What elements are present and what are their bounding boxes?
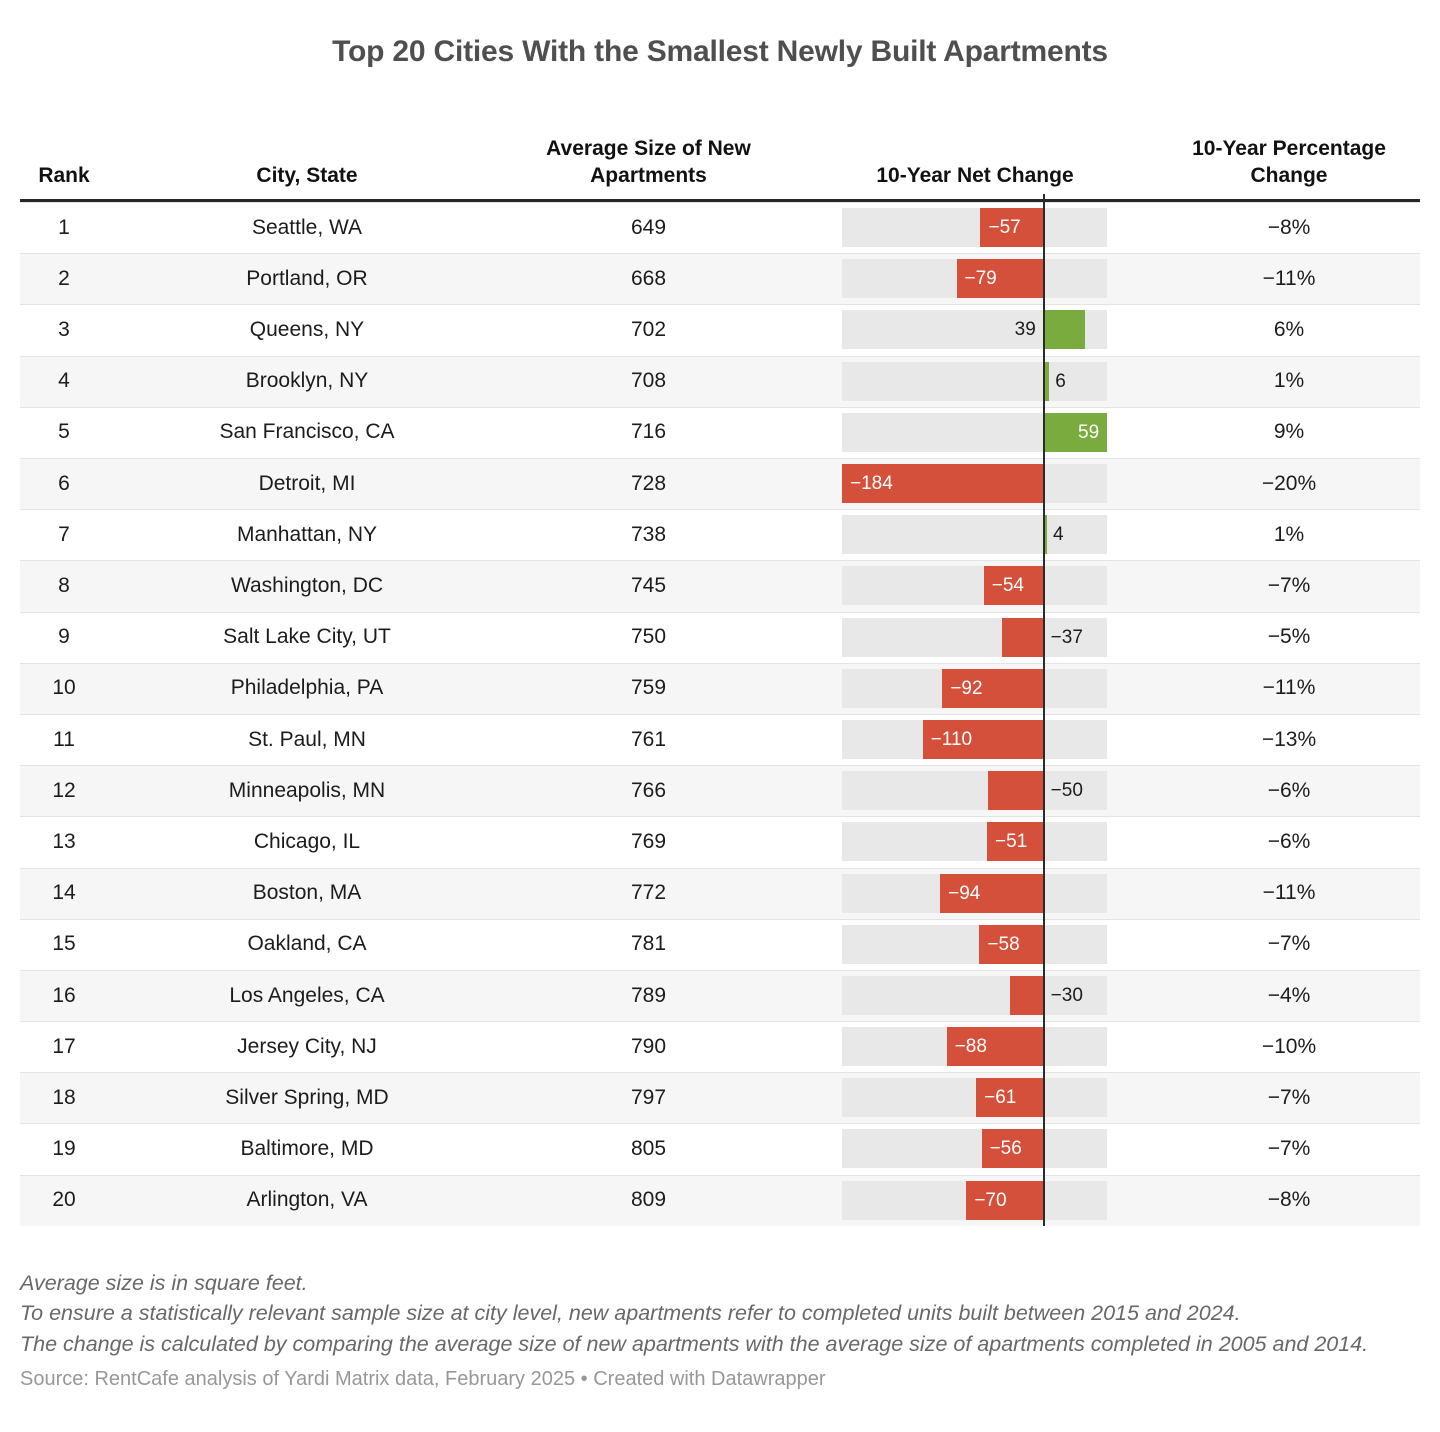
table-body xyxy=(20,202,1420,1226)
city-cell: Baltimore, MD xyxy=(240,1137,374,1161)
net-change-value: −30 xyxy=(1050,984,1083,1006)
rank-cell: 4 xyxy=(58,369,70,393)
net-change-track xyxy=(842,822,1107,861)
table-row xyxy=(20,765,1420,816)
pct-cell: −7% xyxy=(1267,932,1311,956)
net-change-cell xyxy=(791,919,1159,970)
rank-cell: 16 xyxy=(52,983,76,1007)
net-change-bar xyxy=(1043,310,1086,349)
city-cell: Manhattan, NY xyxy=(236,522,378,546)
city-cell: Boston, MA xyxy=(252,881,362,905)
size-cell: 745 xyxy=(630,574,667,597)
size-cell: 769 xyxy=(630,829,667,853)
city-cell: Los Angeles, CA xyxy=(229,983,385,1007)
net-change-cell xyxy=(791,1021,1159,1072)
rank-cell: 10 xyxy=(52,676,76,700)
pct-cell: −8% xyxy=(1267,215,1311,239)
net-change-value: −50 xyxy=(1050,780,1083,802)
table-row xyxy=(20,407,1420,458)
rank-cell: 17 xyxy=(52,1034,76,1058)
net-change-track xyxy=(842,1129,1107,1168)
city-cell: Minneapolis, MN xyxy=(228,778,386,802)
column-header-pct-change: 10-Year Percentage Change xyxy=(1192,136,1386,187)
rank-cell: 13 xyxy=(52,829,76,853)
rank-cell: 2 xyxy=(58,266,70,290)
net-change-value: 6 xyxy=(1055,370,1066,392)
pct-cell: −11% xyxy=(1262,881,1316,905)
net-change-value: −37 xyxy=(1050,626,1083,648)
net-change-value: 4 xyxy=(1053,524,1064,546)
rank-cell: 19 xyxy=(52,1137,76,1161)
net-change-cell xyxy=(791,304,1159,355)
size-cell: 809 xyxy=(630,1188,667,1212)
net-change-cell xyxy=(791,970,1159,1021)
net-change-value: −56 xyxy=(989,1138,1022,1160)
city-cell: Silver Spring, MD xyxy=(225,1085,389,1109)
pct-cell: −6% xyxy=(1267,829,1311,853)
table-row xyxy=(20,970,1420,1021)
size-cell: 797 xyxy=(630,1085,667,1109)
size-cell: 750 xyxy=(630,625,667,649)
pct-cell: 1% xyxy=(1273,369,1305,393)
column-header-size: Average Size of New Apartments xyxy=(546,136,751,187)
size-cell: 728 xyxy=(630,471,667,495)
source-line: Source: RentCafe analysis of Yardi Matrix data, February 2025 • Created with Datawrapper xyxy=(20,1368,826,1391)
net-change-cell xyxy=(791,356,1159,407)
city-cell: Detroit, MI xyxy=(258,471,356,495)
footnote-line: To ensure a statistically relevant sample size at city level, new apartments refer to completed units built between 2015 and 2024. xyxy=(20,1301,1241,1326)
net-change-track xyxy=(842,925,1107,964)
net-change-track xyxy=(842,566,1107,605)
net-change-cell xyxy=(791,1072,1159,1123)
size-cell: 781 xyxy=(630,932,667,956)
net-change-value: −110 xyxy=(930,728,973,750)
footnote-line: The change is calculated by comparing the average size of new apartments with the average size of apartments completed in 2005 and 2014. xyxy=(20,1331,1369,1356)
table-row xyxy=(20,458,1420,509)
net-change-cell xyxy=(791,714,1159,765)
rank-cell: 6 xyxy=(58,471,70,495)
net-change-cell xyxy=(791,253,1159,304)
table-row xyxy=(20,1175,1420,1226)
city-cell: Seattle, WA xyxy=(251,215,363,239)
net-change-cell xyxy=(791,612,1159,663)
size-cell: 772 xyxy=(630,881,667,905)
net-change-value: 59 xyxy=(1078,421,1100,443)
pct-cell: −7% xyxy=(1267,574,1311,597)
footnotes xyxy=(20,1268,1420,1360)
size-cell: 789 xyxy=(630,983,667,1007)
pct-cell: 9% xyxy=(1273,420,1305,444)
net-change-value: −184 xyxy=(850,473,893,495)
net-change-value: −61 xyxy=(984,1087,1017,1109)
table-row xyxy=(20,304,1420,355)
rank-cell: 20 xyxy=(52,1188,76,1212)
city-cell: Portland, OR xyxy=(246,266,368,290)
chart-title: Top 20 Cities With the Smallest Newly Built Apartments xyxy=(332,35,1108,68)
table-row xyxy=(20,919,1420,970)
size-cell: 708 xyxy=(630,369,667,393)
net-change-cell xyxy=(791,868,1159,919)
rank-cell: 18 xyxy=(52,1085,76,1109)
pct-cell: −6% xyxy=(1267,778,1311,802)
city-cell: Washington, DC xyxy=(230,574,384,597)
city-cell: Salt Lake City, UT xyxy=(223,625,391,649)
net-change-track xyxy=(842,1078,1107,1117)
pct-cell: −10% xyxy=(1261,1034,1317,1058)
rank-cell: 5 xyxy=(58,420,70,444)
rank-cell: 14 xyxy=(52,881,76,905)
table-row xyxy=(20,1123,1420,1174)
rank-cell: 8 xyxy=(58,574,70,597)
net-change-track xyxy=(842,208,1107,247)
net-change-cell xyxy=(791,407,1159,458)
city-cell: St. Paul, MN xyxy=(248,727,366,751)
pct-cell: −7% xyxy=(1267,1137,1311,1161)
pct-cell: −11% xyxy=(1262,676,1316,700)
footnote-line: Average size is in square feet. xyxy=(20,1270,308,1295)
net-change-track xyxy=(842,515,1107,554)
pct-cell: −4% xyxy=(1267,983,1311,1007)
pct-cell: −13% xyxy=(1261,727,1317,751)
pct-cell: −20% xyxy=(1261,471,1317,495)
table-row xyxy=(20,202,1420,253)
city-cell: Queens, NY xyxy=(249,318,365,342)
net-change-value: −79 xyxy=(964,268,997,290)
rank-cell: 11 xyxy=(53,727,75,751)
city-cell: Jersey City, NJ xyxy=(237,1034,377,1058)
table-header xyxy=(20,135,1420,200)
rank-cell: 1 xyxy=(58,215,70,239)
pct-cell: −11% xyxy=(1262,266,1316,290)
rank-cell: 9 xyxy=(58,625,70,649)
size-cell: 649 xyxy=(630,215,667,239)
size-cell: 668 xyxy=(630,266,667,290)
net-change-value: −54 xyxy=(991,575,1024,597)
net-change-cell xyxy=(791,202,1159,253)
city-cell: Philadelphia, PA xyxy=(230,676,384,700)
net-change-bar xyxy=(988,771,1043,810)
city-cell: Arlington, VA xyxy=(246,1188,368,1212)
net-change-value: −58 xyxy=(987,933,1020,955)
net-change-cell xyxy=(791,816,1159,867)
size-cell: 702 xyxy=(630,318,667,342)
net-change-value: −70 xyxy=(974,1189,1007,1211)
net-change-value: −92 xyxy=(950,677,983,699)
table-row xyxy=(20,509,1420,560)
rank-cell: 7 xyxy=(58,522,70,546)
net-change-cell xyxy=(791,1123,1159,1174)
net-change-bar xyxy=(1002,618,1042,657)
rank-cell: 15 xyxy=(52,932,76,956)
size-cell: 766 xyxy=(630,778,667,802)
size-cell: 738 xyxy=(630,522,667,546)
net-change-cell xyxy=(791,458,1159,509)
table-row xyxy=(20,1021,1420,1072)
city-cell: Oakland, CA xyxy=(247,932,367,956)
table-row xyxy=(20,356,1420,407)
size-cell: 790 xyxy=(630,1034,667,1058)
column-header-rank: Rank xyxy=(38,163,90,187)
net-change-cell xyxy=(791,663,1159,714)
rank-cell: 12 xyxy=(52,778,76,802)
table-row xyxy=(20,868,1420,919)
size-cell: 759 xyxy=(630,676,667,700)
net-change-value: −51 xyxy=(995,831,1028,853)
net-change-cell xyxy=(791,560,1159,611)
net-change-cell xyxy=(791,765,1159,816)
net-change-cell xyxy=(791,509,1159,560)
zero-baseline xyxy=(1043,194,1045,1226)
net-change-value: −57 xyxy=(988,217,1021,239)
pct-cell: 6% xyxy=(1273,318,1305,342)
table-row xyxy=(20,612,1420,663)
table-row xyxy=(20,560,1420,611)
column-header-city: City, State xyxy=(256,163,358,187)
pct-cell: −8% xyxy=(1267,1188,1311,1212)
pct-cell: −5% xyxy=(1267,625,1311,649)
size-cell: 761 xyxy=(630,727,667,751)
table-row xyxy=(20,816,1420,867)
net-change-value: −94 xyxy=(948,882,981,904)
city-cell: Brooklyn, NY xyxy=(245,369,369,393)
column-header-net-change: 10-Year Net Change xyxy=(876,163,1074,187)
table-row xyxy=(20,714,1420,765)
net-change-value: −88 xyxy=(954,1036,987,1058)
size-cell: 716 xyxy=(630,420,667,444)
table-row xyxy=(20,663,1420,714)
table-row xyxy=(20,253,1420,304)
rank-cell: 3 xyxy=(58,318,70,342)
city-cell: Chicago, IL xyxy=(253,829,361,853)
net-change-cell xyxy=(791,1175,1159,1226)
net-change-track xyxy=(842,362,1107,401)
pct-cell: 1% xyxy=(1273,522,1305,546)
pct-cell: −7% xyxy=(1267,1085,1311,1109)
net-change-bar xyxy=(1010,976,1043,1015)
size-cell: 805 xyxy=(630,1137,667,1161)
table-row xyxy=(20,1072,1420,1123)
city-cell: San Francisco, CA xyxy=(219,420,395,444)
net-change-value: 39 xyxy=(1014,319,1036,341)
